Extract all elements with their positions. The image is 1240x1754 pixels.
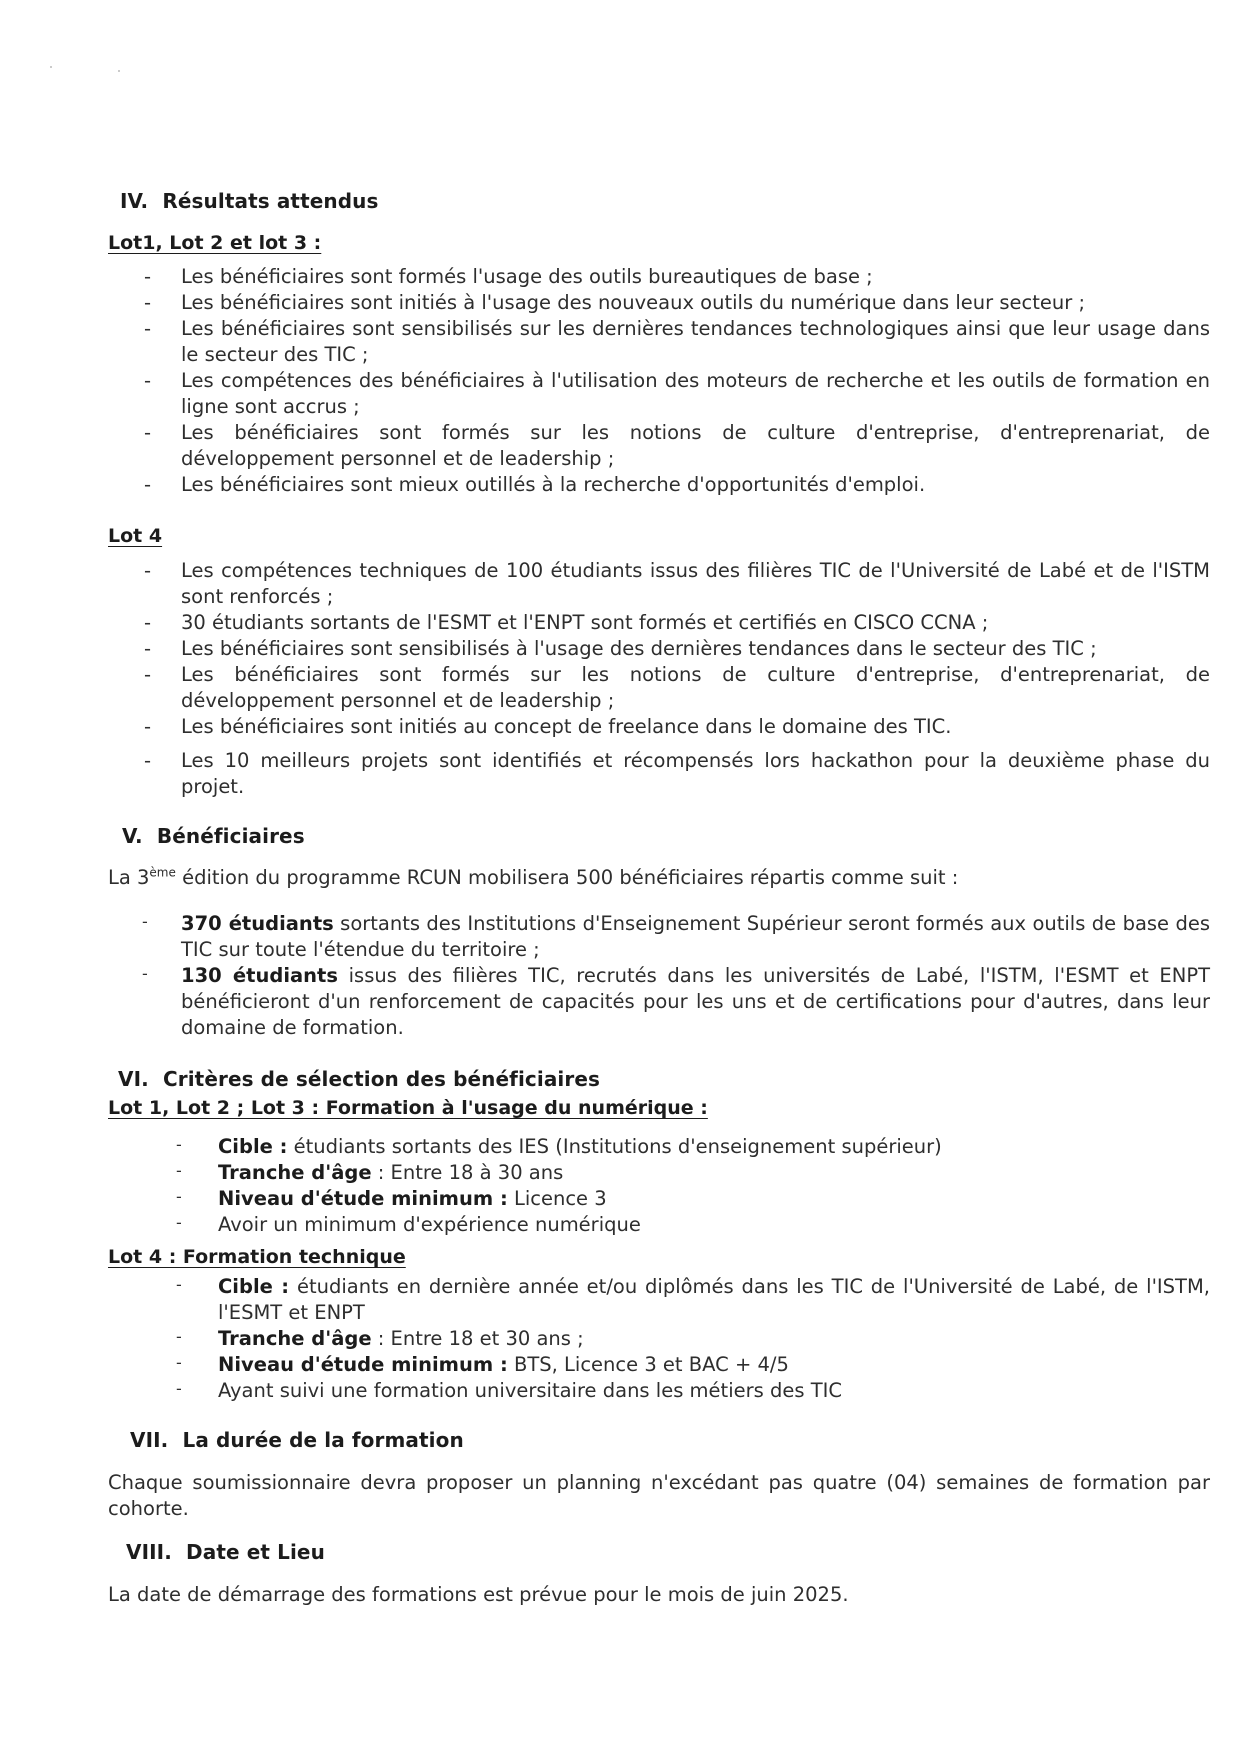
beneficiaries-list (108, 911, 1210, 1041)
list-item: - Avoir un minimum d'expérience numérique (176, 1213, 641, 1236)
list-item: - Tranche d'âge : Entre 18 à 30 ans (176, 1161, 564, 1184)
section-title: Critères de sélection des bénéficiaires (162, 1067, 601, 1091)
list-item: - Les bénéficiaires sont formés sur les notions de culture d'entreprise, d'entreprenariat, de développement personnel et de leadership ; (144, 421, 1210, 470)
section-heading-viii (126, 1540, 325, 1564)
list-item: - Les bénéficiaires sont formés sur les notions de culture d'entreprise, d'entreprenariat, de développement personnel et de leadership ; (144, 663, 1210, 712)
duration-text: Chaque soumissionnaire devra proposer un planning n'excédant pas quatre (04) semaines de formation par cohorte. (108, 1471, 1210, 1520)
list-item: - Les bénéficiaires sont formés l'usage des outils bureautiques de base ; (144, 265, 873, 288)
list-item: - Les bénéficiaires sont sensibilisés à l'usage des dernières tendances dans le secteur des TIC ; (144, 637, 1097, 660)
criteria-lot123-heading: Lot 1, Lot 2 ; Lot 3 : Formation à l'usage du numérique : (108, 1097, 708, 1119)
criteria-lot4-list (108, 1274, 1210, 1404)
list-item: - Les bénéficiaires sont sensibilisés sur les dernières tendances technologiques ainsi que leur usage dans le secteur des TIC ; (144, 317, 1210, 366)
scan-speck (50, 66, 52, 68)
date-text: La date de démarrage des formations est prévue pour le mois de juin 2025. (108, 1583, 849, 1606)
list-item: - Niveau d'étude minimum : Licence 3 (176, 1187, 607, 1210)
list-item: - Ayant suivi une formation universitaire dans les métiers des TIC (176, 1379, 842, 1402)
section-heading-iv (120, 189, 379, 213)
section-title: Bénéficiaires (156, 824, 305, 848)
criteria-lot123-list (108, 1134, 1210, 1238)
list-item: - Les bénéficiaires sont initiés à l'usage des nouveaux outils du numérique dans leur secteur ; (144, 291, 1086, 314)
scan-speck (118, 70, 120, 72)
lot4-heading: Lot 4 (108, 525, 163, 547)
list-item: - Cible : étudiants en dernière année et/ou diplômés dans les TIC de l'Université de Labé, de l'ISTM, l'ESMT et ENPT (176, 1275, 1210, 1324)
section-heading-vii (130, 1428, 464, 1452)
list-item: - 130 étudiants issus des filières TIC, recrutés dans les universités de Labé, l'ISTM, l'ESMT et ENPT bénéficieront d'un renforcement de capacités pour les uns et de certifications pour d'autres, dans leur domaine de formation. (142, 964, 1210, 1039)
list-item: - Les 10 meilleurs projets sont identifiés et récompensés lors hackathon pour la deuxième phase du projet. (144, 749, 1210, 798)
list-item: - Les bénéficiaires sont mieux outillés à la recherche d'opportunités d'emploi. (144, 473, 926, 496)
document-page (108, 0, 1210, 1754)
section-number: IV. (120, 189, 149, 213)
results-lot4-list (108, 558, 1210, 800)
section-number: VII. (130, 1428, 169, 1452)
section-number: VI. (118, 1067, 149, 1091)
section-number: VIII. (126, 1540, 172, 1564)
lot123-heading: Lot1, Lot 2 et lot 3 : (108, 232, 322, 254)
criteria-lot4-heading: Lot 4 : Formation technique (108, 1246, 406, 1268)
section-heading-vi (118, 1067, 600, 1091)
list-item: - Les compétences techniques de 100 étudiants issus des filières TIC de l'Université de Labé et de l'ISTM sont renforcés ; (144, 559, 1210, 608)
list-item: - Les bénéficiaires sont initiés au concept de freelance dans le domaine des TIC. (144, 715, 952, 738)
list-item: - 370 étudiants sortants des Institutions d'Enseignement Supérieur seront formés aux outils de base des TIC sur toute l'étendue du territoire ; (142, 912, 1210, 961)
section-heading-v (122, 824, 305, 848)
list-item: - Cible : étudiants sortants des IES (Institutions d'enseignement supérieur) (176, 1135, 942, 1158)
section-title: Date et Lieu (186, 1540, 325, 1564)
section-title: La durée de la formation (182, 1428, 464, 1452)
list-item: - 30 étudiants sortants de l'ESMT et l'ENPT sont formés et certifiés en CISCO CCNA ; (144, 611, 989, 634)
list-item: - Tranche d'âge : Entre 18 et 30 ans ; (176, 1327, 584, 1350)
list-item: - Les compétences des bénéficiaires à l'utilisation des moteurs de recherche et les outils de formation en ligne sont accrus ; (144, 369, 1210, 418)
section-title: Résultats attendus (162, 189, 379, 213)
section-number: V. (122, 824, 143, 848)
results-lot123-list (108, 264, 1210, 498)
beneficiaries-intro: La 3ème édition du programme RCUN mobilisera 500 bénéficiaires répartis comme suit : (108, 865, 959, 889)
list-item: - Niveau d'étude minimum : BTS, Licence 3 et BAC + 4/5 (176, 1353, 789, 1376)
